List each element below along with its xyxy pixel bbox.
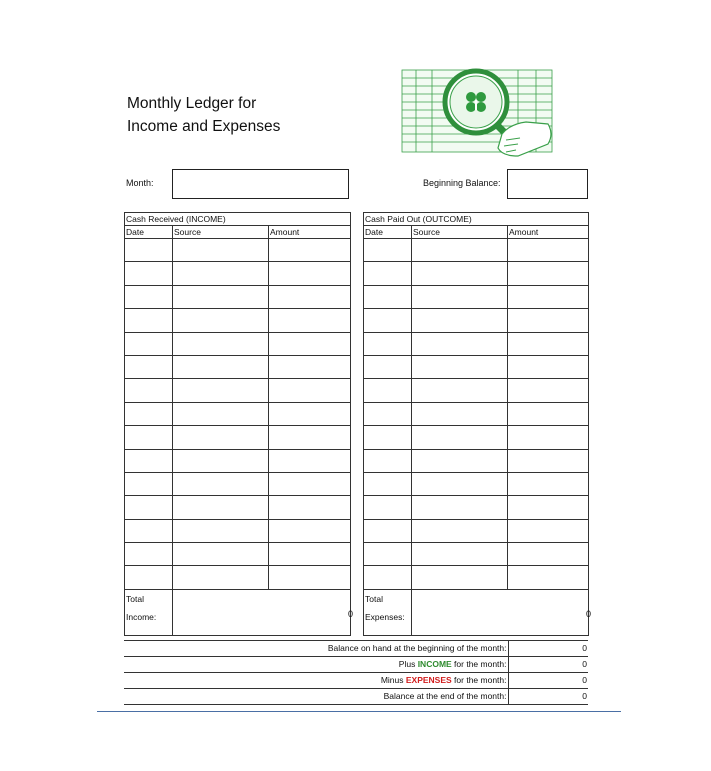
- income-table: [124, 212, 354, 636]
- expense-source-cell[interactable]: [412, 402, 508, 425]
- expense-total-label-line-1: Total: [365, 593, 383, 604]
- income-amount-cell[interactable]: [269, 285, 351, 308]
- income-source-cell[interactable]: [173, 449, 269, 472]
- income-row: [125, 566, 351, 589]
- summary-beginning-label: Balance on hand at the beginning of the month:: [124, 641, 508, 657]
- income-row: [125, 496, 351, 519]
- month-input[interactable]: [172, 169, 349, 199]
- summary-expenses-prefix: Minus: [380, 675, 406, 685]
- summary-expenses-label: [124, 673, 508, 689]
- income-row: [125, 543, 351, 566]
- income-row: [125, 239, 351, 262]
- income-row: [125, 285, 351, 308]
- income-source-cell[interactable]: [173, 355, 269, 378]
- expense-date-cell[interactable]: [364, 285, 412, 308]
- summary-expenses-keyword: EXPENSES: [405, 675, 452, 685]
- income-amount-cell[interactable]: [269, 472, 351, 495]
- expense-amount-cell[interactable]: [508, 519, 589, 542]
- income-source-cell[interactable]: [173, 566, 269, 589]
- income-total-label: [125, 589, 173, 635]
- income-total-value: 0: [348, 608, 354, 619]
- income-total-label-line-2: Income:: [126, 611, 157, 622]
- expense-amount-cell[interactable]: [508, 332, 589, 355]
- income-source-cell[interactable]: [173, 519, 269, 542]
- expense-row: [364, 285, 589, 308]
- summary-income-label: [124, 657, 508, 673]
- expense-row: [364, 402, 589, 425]
- income-source-cell[interactable]: [173, 402, 269, 425]
- income-date-cell[interactable]: [125, 449, 173, 472]
- expense-date-cell[interactable]: [364, 472, 412, 495]
- expense-source-cell[interactable]: [412, 355, 508, 378]
- income-source-cell[interactable]: [173, 262, 269, 285]
- expense-amount-cell[interactable]: [508, 355, 589, 378]
- expense-header-source: Source: [412, 226, 508, 239]
- summary-expenses-value[interactable]: 0: [508, 673, 588, 689]
- month-label: Month:: [126, 178, 154, 188]
- summary-income-suffix: for the month:: [451, 659, 507, 669]
- income-amount-cell[interactable]: [269, 496, 351, 519]
- expense-date-cell[interactable]: [364, 496, 412, 519]
- income-amount-cell[interactable]: [269, 402, 351, 425]
- income-row: [125, 262, 351, 285]
- expense-date-cell[interactable]: [364, 262, 412, 285]
- expense-header-amount: Amount: [508, 226, 589, 239]
- expense-row: [364, 449, 589, 472]
- summary-row-expenses: [124, 673, 588, 689]
- ledger-magnifier-clover-illustration: [398, 64, 573, 160]
- summary-ending-label: Balance at the end of the month:: [124, 689, 508, 705]
- income-source-cell[interactable]: [173, 426, 269, 449]
- expense-date-cell[interactable]: [364, 332, 412, 355]
- expense-source-cell[interactable]: [412, 309, 508, 332]
- expense-source-cell[interactable]: [412, 239, 508, 262]
- expense-date-cell[interactable]: [364, 519, 412, 542]
- income-amount-cell[interactable]: [269, 543, 351, 566]
- expense-row: [364, 309, 589, 332]
- expense-amount-cell[interactable]: [508, 285, 589, 308]
- income-row: [125, 449, 351, 472]
- expense-rows: [364, 239, 589, 590]
- income-amount-cell[interactable]: [269, 449, 351, 472]
- summary-row-ending: [124, 689, 588, 705]
- expense-row: [364, 355, 589, 378]
- income-amount-cell[interactable]: [269, 309, 351, 332]
- expense-amount-cell[interactable]: [508, 379, 589, 402]
- income-row: [125, 402, 351, 425]
- income-amount-cell[interactable]: [269, 239, 351, 262]
- expense-row: [364, 496, 589, 519]
- income-date-cell[interactable]: [125, 262, 173, 285]
- expense-row: [364, 379, 589, 402]
- income-source-cell[interactable]: [173, 309, 269, 332]
- beginning-balance-label: Beginning Balance:: [423, 178, 501, 188]
- income-source-cell[interactable]: [173, 285, 269, 308]
- income-date-cell[interactable]: [125, 379, 173, 402]
- expense-row: [364, 519, 589, 542]
- expense-source-cell[interactable]: [412, 496, 508, 519]
- income-row: [125, 426, 351, 449]
- expense-source-cell[interactable]: [412, 262, 508, 285]
- expense-source-cell[interactable]: [412, 332, 508, 355]
- expense-source-cell[interactable]: [412, 543, 508, 566]
- title-line-1: Monthly Ledger for: [127, 95, 257, 112]
- income-row: [125, 332, 351, 355]
- income-amount-cell[interactable]: [269, 379, 351, 402]
- income-source-cell[interactable]: [173, 239, 269, 262]
- expense-date-cell[interactable]: [364, 426, 412, 449]
- expense-row: [364, 543, 589, 566]
- income-date-cell[interactable]: [125, 426, 173, 449]
- expense-source-cell[interactable]: [412, 426, 508, 449]
- income-amount-cell[interactable]: [269, 566, 351, 589]
- income-date-cell[interactable]: [125, 543, 173, 566]
- income-row: [125, 472, 351, 495]
- expense-amount-cell[interactable]: [508, 309, 589, 332]
- expense-source-cell[interactable]: [412, 472, 508, 495]
- income-date-cell[interactable]: [125, 519, 173, 542]
- expense-total-value: 0: [586, 608, 592, 619]
- income-header-source: Source: [173, 226, 269, 239]
- income-amount-cell[interactable]: [269, 262, 351, 285]
- income-date-cell[interactable]: [125, 285, 173, 308]
- expense-amount-cell[interactable]: [508, 262, 589, 285]
- expense-total-label: [364, 589, 412, 635]
- income-date-cell[interactable]: [125, 472, 173, 495]
- income-header-date: Date: [125, 226, 173, 239]
- page-title: [127, 92, 280, 138]
- income-source-cell[interactable]: [173, 379, 269, 402]
- expense-total-label-line-2: Expenses:: [365, 611, 405, 622]
- expense-row: [364, 239, 589, 262]
- expense-row: [364, 262, 589, 285]
- expense-amount-cell[interactable]: [508, 449, 589, 472]
- income-date-cell[interactable]: [125, 496, 173, 519]
- income-header-amount: Amount: [269, 226, 351, 239]
- footer-divider: [97, 711, 621, 712]
- title-line-2: Income and Expenses: [127, 118, 281, 135]
- summary-income-prefix: Plus: [398, 659, 418, 669]
- expense-source-cell[interactable]: [412, 449, 508, 472]
- summary-ending-value[interactable]: 0: [508, 689, 588, 705]
- income-date-cell[interactable]: [125, 355, 173, 378]
- income-source-cell[interactable]: [173, 496, 269, 519]
- expense-date-cell[interactable]: [364, 239, 412, 262]
- income-caption: Cash Received (INCOME): [125, 213, 351, 226]
- expense-source-cell[interactable]: [412, 519, 508, 542]
- income-total-label-line-1: Total: [126, 593, 144, 604]
- expense-row: [364, 566, 589, 589]
- expense-amount-cell[interactable]: [508, 472, 589, 495]
- expense-total-cell: [412, 589, 592, 635]
- income-amount-cell[interactable]: [269, 355, 351, 378]
- beginning-balance-input[interactable]: [507, 169, 588, 199]
- income-date-cell[interactable]: [125, 402, 173, 425]
- income-row: [125, 309, 351, 332]
- expense-source-cell[interactable]: [412, 566, 508, 589]
- expense-amount-cell[interactable]: [508, 543, 589, 566]
- expense-date-cell[interactable]: [364, 355, 412, 378]
- income-date-cell[interactable]: [125, 239, 173, 262]
- expense-amount-cell[interactable]: [508, 239, 589, 262]
- expense-amount-cell[interactable]: [508, 426, 589, 449]
- income-source-cell[interactable]: [173, 332, 269, 355]
- summary-beginning-value[interactable]: 0: [508, 641, 588, 657]
- income-source-cell[interactable]: [173, 543, 269, 566]
- expense-date-cell[interactable]: [364, 543, 412, 566]
- balance-summary: [124, 640, 588, 705]
- income-date-cell[interactable]: [125, 566, 173, 589]
- income-amount-cell[interactable]: [269, 332, 351, 355]
- expense-source-cell[interactable]: [412, 379, 508, 402]
- expense-amount-cell[interactable]: [508, 402, 589, 425]
- income-total-cell: [173, 589, 354, 635]
- expense-amount-cell[interactable]: [508, 566, 589, 589]
- expense-date-cell[interactable]: [364, 566, 412, 589]
- income-amount-cell[interactable]: [269, 426, 351, 449]
- expense-source-cell[interactable]: [412, 285, 508, 308]
- expense-row: [364, 472, 589, 495]
- summary-row-beginning: [124, 641, 588, 657]
- expense-table: [363, 212, 592, 636]
- income-amount-cell[interactable]: [269, 519, 351, 542]
- summary-income-keyword: INCOME: [417, 659, 452, 669]
- income-row: [125, 355, 351, 378]
- expense-amount-cell[interactable]: [508, 496, 589, 519]
- summary-expenses-suffix: for the month:: [451, 675, 507, 685]
- expense-date-cell[interactable]: [364, 402, 412, 425]
- summary-row-income: [124, 657, 588, 673]
- income-row: [125, 519, 351, 542]
- income-date-cell[interactable]: [125, 332, 173, 355]
- expense-caption: Cash Paid Out (OUTCOME): [364, 213, 589, 226]
- expense-date-cell[interactable]: [364, 309, 412, 332]
- income-date-cell[interactable]: [125, 309, 173, 332]
- expense-header-date: Date: [364, 226, 412, 239]
- income-rows: [125, 239, 351, 590]
- expense-row: [364, 426, 589, 449]
- income-source-cell[interactable]: [173, 472, 269, 495]
- expense-date-cell[interactable]: [364, 379, 412, 402]
- expense-row: [364, 332, 589, 355]
- expense-date-cell[interactable]: [364, 449, 412, 472]
- income-row: [125, 379, 351, 402]
- summary-income-value[interactable]: 0: [508, 657, 588, 673]
